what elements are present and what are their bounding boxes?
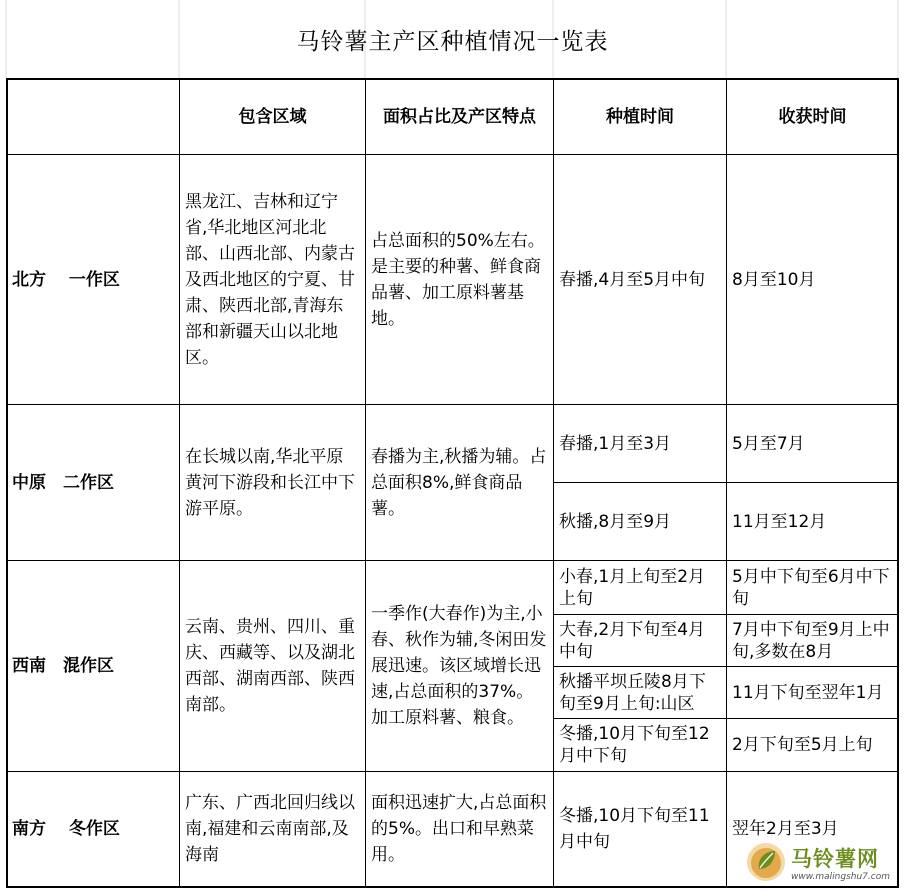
potato-leaf-icon xyxy=(745,841,787,883)
planting-south: 冬播,10月下旬至11月中旬 xyxy=(559,806,710,852)
harvest-south: 翌年2月至3月 xyxy=(732,819,839,839)
region-north: 北方 一作区 xyxy=(12,269,120,290)
harvest-north: 8月至10月 xyxy=(732,269,816,290)
planting-central-autumn: 秋播,8月至9月 xyxy=(559,511,672,532)
site-logo xyxy=(745,836,905,888)
harvest-central-autumn: 11月至12月 xyxy=(732,511,827,532)
harvest-southwest-1: 5月中下旬至6月中下旬 xyxy=(732,567,890,609)
harvest-southwest-2: 7月中下旬至9月上中旬,多数在8月 xyxy=(732,619,890,662)
feature-north: 占总面积的50%左右。是主要的种薯、鲜食商品薯、加工原料薯基地。 xyxy=(371,230,545,329)
planting-southwest-4: 冬播,10月下旬至12月中下旬 xyxy=(559,724,710,766)
region-central: 中原 二作区 xyxy=(12,472,114,493)
area-southwest: 云南、贵州、四川、重庆、西藏等、以及湖北西部、湖南西部、陕西南部。 xyxy=(185,617,355,715)
header-feature: 面积占比及产区特点 xyxy=(383,107,536,127)
planting-southwest-2: 大春,2月下旬至4月中旬 xyxy=(559,619,706,662)
area-south: 广东、广西北回归线以南,福建和云南南部,及海南 xyxy=(185,793,355,865)
planting-north: 春播,4月至5月中旬 xyxy=(559,269,706,290)
planting-southwest-1: 小春,1月上旬至2月上旬 xyxy=(559,567,706,609)
harvest-southwest-3: 11月下旬至翌年1月 xyxy=(732,682,884,703)
page-title: 马铃薯主产区种植情况一览表 xyxy=(296,28,609,55)
feature-southwest: 一季作(大春作)为主,小春、秋作为辅,冬闲田发展迅速。该区域增长迅速,占总面积的37%。加工原料薯、粮食。 xyxy=(371,604,547,728)
area-central: 在长城以南,华北平原黄河下游段和长江中下游平原。 xyxy=(185,446,355,519)
feature-south: 面积迅速扩大,占总面积的5%。出口和早熟菜用。 xyxy=(371,793,547,865)
header-planting: 种植时间 xyxy=(606,107,674,127)
harvest-southwest-4: 2月下旬至5月上旬 xyxy=(732,735,873,755)
header-area: 包含区域 xyxy=(238,107,307,127)
region-southwest: 西南 混作区 xyxy=(12,656,114,676)
planting-central-spring: 春播,1月至3月 xyxy=(559,433,672,454)
header-harvest: 收获时间 xyxy=(778,107,847,127)
planting-southwest-3: 秋播平坝丘陵8月下旬至9月上旬:山区 xyxy=(559,671,706,714)
feature-central: 春播为主,秋播为辅。占总面积8%,鲜食商品薯。 xyxy=(371,446,547,519)
area-north: 黑龙江、吉林和辽宁省,华北地区河北北部、山西北部、内蒙古及西北地区的宁夏、甘肃、陕西北部,青海东部和新疆天山以北地区。 xyxy=(185,191,355,368)
logo-brand: 马铃薯网 xyxy=(791,846,879,871)
logo-url: www.malingshu7.com xyxy=(791,871,890,882)
harvest-central-spring: 5月至7月 xyxy=(732,433,805,454)
region-south: 南方 冬作区 xyxy=(12,819,120,839)
